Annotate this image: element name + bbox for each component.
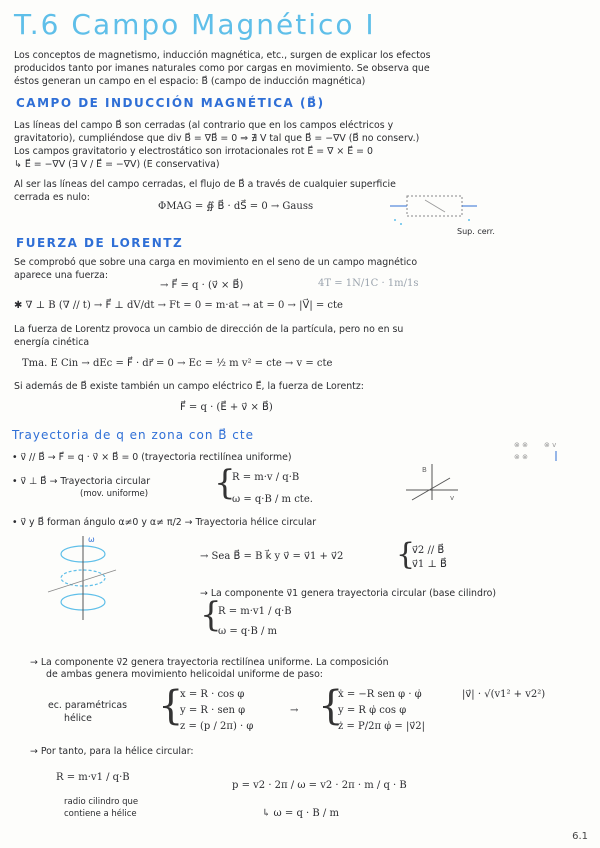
s1-flux-intro-2: cerrada es nulo: [14, 192, 90, 203]
perpendicular-force-equation: ✱ ∇ ⊥ B (∇ // t) → F⃗ ⊥ dV/dt → Ft = 0 = m·at → at = 0 → |V⃗| = cte [14, 300, 343, 311]
perpendicular-omega: ω = q·B / m cte. [232, 494, 313, 505]
component-v2-text-2: de ambas genera movimiento helicoidal uniforme de paso: [46, 669, 323, 680]
s1-line-1: Las líneas del campo B⃗ son cerradas (al contrario que en los campos eléctricos y [14, 120, 394, 131]
brace-component-v1: { [200, 595, 222, 635]
svg-text:⊗ v: ⊗ v [544, 441, 557, 449]
deriv-y: y = R φ̇ cos φ [338, 705, 407, 716]
circular-motion-figure [398, 460, 468, 506]
small-axes-figure [512, 437, 572, 463]
kinetic-energy-equation: Tma. E Cin → dEc = F⃗ · dr⃗ = 0 → Ec = ½ m v² = cte → v = cte [22, 358, 333, 369]
component-v1-text: → La componente v⃗1 genera trayectoria circular (base cilindro) [200, 588, 496, 599]
intro-line-1: Los conceptos de magnetismo, inducción magnética, etc., surgen de explicar los efectos [14, 50, 431, 61]
section-heading-trayectoria: Trayectoria de q en zona con B⃗ cte [12, 428, 254, 442]
decomposition-equation: → Sea B⃗ = B k⃗ y v⃗ = v⃗1 + v⃗2 [200, 551, 344, 562]
final-radius: R = m·v1 / q·B [56, 772, 130, 783]
case-parallel: • v⃗ // B⃗ → F⃗ = q · v⃗ × B⃗ = 0 (trayectoria rectilínea uniforme) [12, 452, 292, 463]
deriv-z: ż = P/2π φ̇ = |v⃗2| [338, 721, 425, 732]
brace-decomposition: { [396, 537, 416, 572]
param-x: x = R · cos φ [180, 689, 245, 700]
component-v1-radius: R = m·v1 / q·B [218, 606, 292, 617]
case-perpendicular: • v⃗ ⊥ B⃗ → Trayectoria circular [12, 476, 151, 487]
s1-flux-intro-1: Al ser las líneas del campo cerradas, el flujo de B⃗ a través de cualquier superficie [14, 179, 396, 190]
svg-text:v: v [450, 494, 455, 502]
s2-line-5: Si además de B⃗ existe también un campo eléctrico E⃗, la fuerza de Lorentz: [14, 381, 364, 392]
component-v1-omega: ω = q·B / m [218, 626, 278, 637]
s1-line-3: Los campos gravitatorio y electrostático son irrotacionales rot E⃗ = ∇ × E⃗ = 0 [14, 146, 373, 157]
full-lorentz-equation: F⃗ = q · (E⃗ + v⃗ × B⃗) [180, 402, 273, 413]
svg-text:⊗ ⊗: ⊗ ⊗ [514, 453, 528, 461]
final-radius-note-1: radio cilindro que [64, 797, 139, 807]
brace-parametric: { [158, 683, 184, 729]
deriv-x: ẋ = −R sen φ · φ̇ [338, 689, 422, 700]
component-v2-text-1: → La componente v⃗2 genera trayectoria rectilínea uniforme. La composición [30, 657, 389, 668]
svg-text:B: B [422, 466, 427, 474]
s1-line-4: ↳ E⃗ = −∇V (∃ V / E⃗ = −∇V) (E conservativa) [14, 159, 220, 170]
decomposition-perpendicular: v⃗1 ⊥ B⃗ [412, 559, 447, 570]
arrow-derivative: → [290, 705, 299, 716]
param-label-2: hélice [64, 713, 92, 724]
brace-perpendicular: { [214, 463, 236, 503]
param-z: z = (p / 2π) · φ [180, 721, 254, 732]
flux-figure-label: Sup. cerr. [457, 227, 495, 236]
helix-figure [28, 532, 138, 624]
s2-line-4: energía cinética [14, 337, 90, 348]
tesla-units: 4T = 1N/1C · 1m/1s [318, 278, 419, 289]
case-helix: • v⃗ y B⃗ forman ángulo α≠0 y α≠ π/2 → Trayectoria hélice circular [12, 517, 317, 528]
final-pitch: p = v2 · 2π / ω = v2 · 2π · m / q · B [232, 780, 407, 791]
s2-line-2: aparece una fuerza: [14, 270, 109, 281]
page-number: 6.1 [572, 831, 588, 842]
brace-derivative: { [318, 683, 344, 729]
case-perpendicular-note: (mov. uniforme) [80, 489, 149, 499]
s2-line-1: Se comprobó que sobre una carga en movimiento en el seno de un campo magnético [14, 257, 418, 268]
param-label-1: ec. paramétricas [48, 700, 127, 711]
page-title: T.6 Campo Magnético I [14, 8, 376, 41]
perpendicular-radius: R = m·v / q·B [232, 472, 300, 483]
section-heading-campo-induccion: CAMPO DE INDUCCIÓN MAGNÉTICA (B⃗) [16, 96, 325, 110]
helix-summary: → Por tanto, para la hélice circular: [30, 746, 194, 757]
section-heading-lorentz: FUERZA DE LORENTZ [16, 236, 184, 250]
intro-line-3: éstos generan un campo en el espacio: B⃗ (campo de inducción magnética) [14, 76, 366, 87]
flux-equation: ΦMAG = ∯ B⃗ · dS⃗ = 0 → Gauss [158, 201, 314, 212]
final-radius-note-2: contiene a hélice [64, 809, 137, 819]
svg-text:⊗ ⊗: ⊗ ⊗ [514, 441, 528, 449]
s1-line-2: gravitatorio), cumpliéndose que div B⃗ = ∇B⃗ = 0 ⇒ ∄ V tal que B⃗ = −∇V (B⃗ no conserv.) [14, 133, 420, 144]
speed-magnitude: |v⃗| · √(v1² + v2²) [462, 689, 546, 700]
final-omega: ↳ ω = q · B / m [262, 808, 339, 819]
decomposition-parallel: v⃗2 // B⃗ [412, 545, 445, 556]
svg-text:ω: ω [88, 535, 95, 544]
param-y: y = R · sen φ [180, 705, 246, 716]
lorentz-equation: → F⃗ = q · (v⃗ × B⃗) [160, 280, 244, 291]
s2-line-3: La fuerza de Lorentz provoca un cambio de dirección de la partícula, pero no en su [14, 324, 404, 335]
intro-line-2: producidos tanto por imanes naturales como por cargas en movimiento. Se observa que [14, 63, 430, 74]
